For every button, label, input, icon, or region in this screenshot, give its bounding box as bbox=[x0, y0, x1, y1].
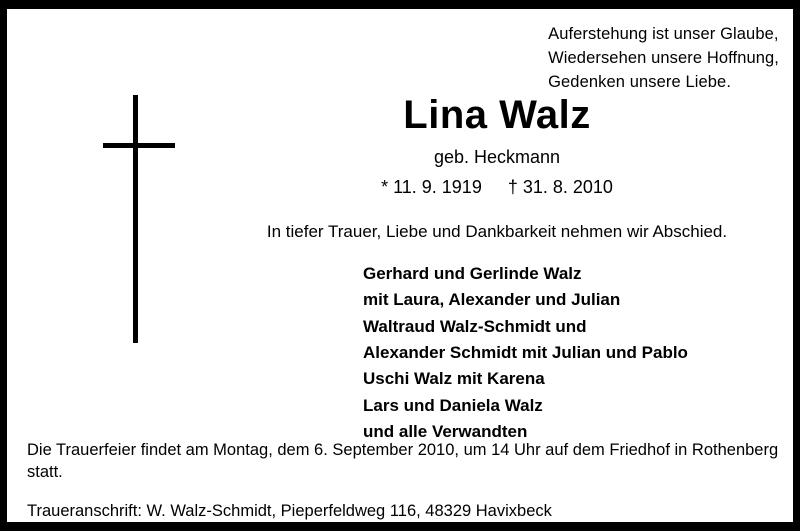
family-member-7: und alle Verwandten bbox=[363, 422, 528, 442]
motto-line-2: Wiedersehen unsere Hoffnung, bbox=[548, 48, 779, 67]
death-date: † 31. 8. 2010 bbox=[507, 176, 613, 197]
family-member-3: Waltraud Walz-Schmidt und bbox=[363, 316, 587, 336]
family-member-5: Uschi Walz mit Karena bbox=[363, 369, 545, 389]
motto-line-3: Gedenken unsere Liebe. bbox=[548, 72, 732, 91]
family-member-1: Gerhard und Gerlinde Walz bbox=[363, 264, 582, 283]
cross-vertical-bar bbox=[133, 95, 138, 343]
deceased-name: Lina Walz bbox=[403, 93, 591, 137]
mourning-address: Traueranschrift: W. Walz-Schmidt, Pieperfeldweg 116, 48329 Havixbeck bbox=[27, 501, 552, 520]
cross-horizontal-bar bbox=[103, 143, 175, 148]
family-list bbox=[363, 261, 688, 445]
funeral-info: Die Trauerfeier findet am Montag, dem 6. September 2010, um 14 Uhr auf dem Friedhof in Rothenberg statt. bbox=[27, 441, 779, 482]
deceased-block bbox=[197, 93, 797, 198]
birth-date: * 11. 9. 1919 bbox=[381, 176, 482, 197]
family-member-4: Alexander Schmidt mit Julian und Pablo bbox=[363, 343, 688, 363]
obituary-inner bbox=[7, 9, 793, 522]
family-member-6: Lars und Daniela Walz bbox=[363, 395, 543, 415]
maiden-name: geb. Heckmann bbox=[433, 147, 561, 167]
motto-block bbox=[548, 23, 779, 95]
cross-icon bbox=[103, 95, 183, 343]
family-member-2: mit Laura, Alexander und Julian bbox=[363, 290, 621, 310]
grief-statement: In tiefer Trauer, Liebe und Dankbarkeit nehmen wir Abschied. bbox=[266, 222, 728, 241]
footer-block bbox=[27, 439, 779, 522]
motto-line-1: Auferstehung ist unser Glaube, bbox=[548, 25, 779, 43]
life-dates bbox=[197, 177, 797, 199]
